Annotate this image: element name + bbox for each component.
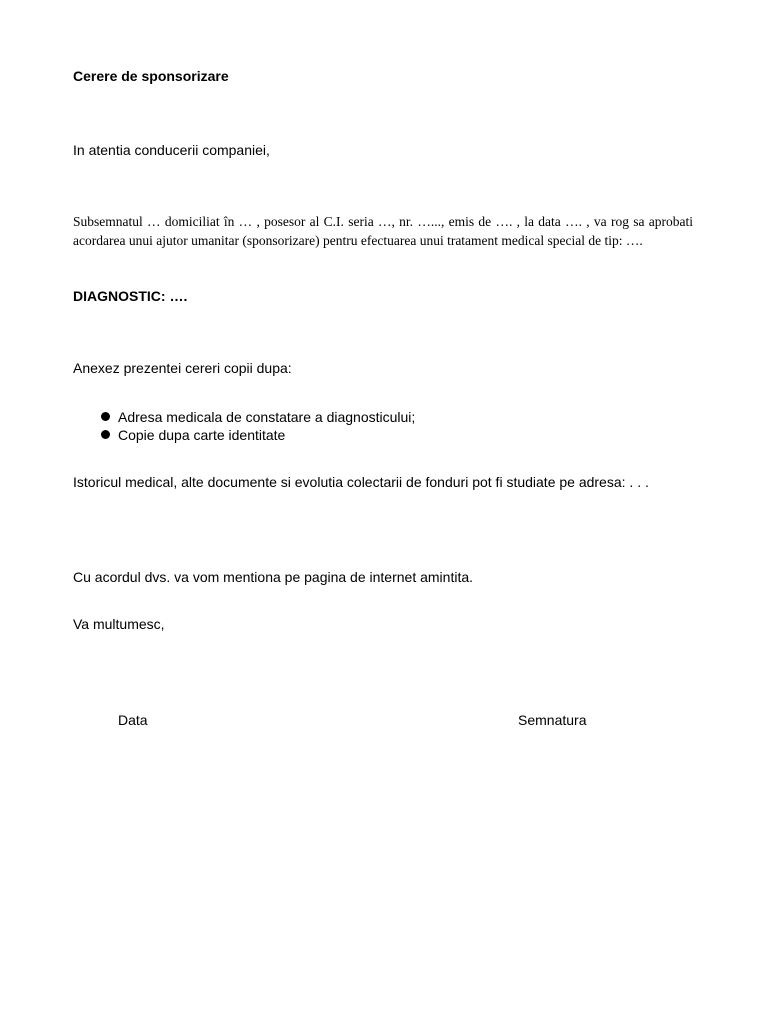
annex-intro: Anexez prezentei cereri copii dupa: bbox=[73, 360, 292, 376]
consent-line: Cu acordul dvs. va vom mentiona pe pagina de internet amintita. bbox=[73, 569, 474, 585]
diagnostic-line: DIAGNOSTIC: …. bbox=[73, 288, 188, 304]
signature-label: Semnatura bbox=[518, 712, 587, 728]
closing-line: Va multumesc, bbox=[73, 616, 165, 632]
annex-list-item bbox=[100, 426, 415, 444]
salutation: In atentia conducerii companiei, bbox=[73, 142, 270, 158]
document-title: Cerere de sponsorizare bbox=[73, 68, 229, 84]
annex-item-text: Copie dupa carte identitate bbox=[118, 427, 286, 443]
annex-item-text: Adresa medicala de constatare a diagnosticului; bbox=[118, 409, 416, 425]
bullet-icon bbox=[101, 430, 110, 439]
annex-list-item bbox=[100, 408, 415, 426]
bullet-icon bbox=[101, 412, 110, 421]
history-paragraph: Istoricul medical, alte documente si evolutia colectarii de fonduri pot fi studiate pe adresa: . . . bbox=[73, 474, 649, 490]
annex-list bbox=[100, 408, 415, 444]
date-label: Data bbox=[118, 712, 148, 728]
request-paragraph: Subsemnatul … domiciliat în … , posesor al C.I. seria …, nr. …..., emis de …. , la data …. , va rog sa aprobati acordarea unui ajutor umanitar (sponsorizare) pentru efectuarea unui tratament medical special de tip: …. bbox=[73, 214, 693, 248]
